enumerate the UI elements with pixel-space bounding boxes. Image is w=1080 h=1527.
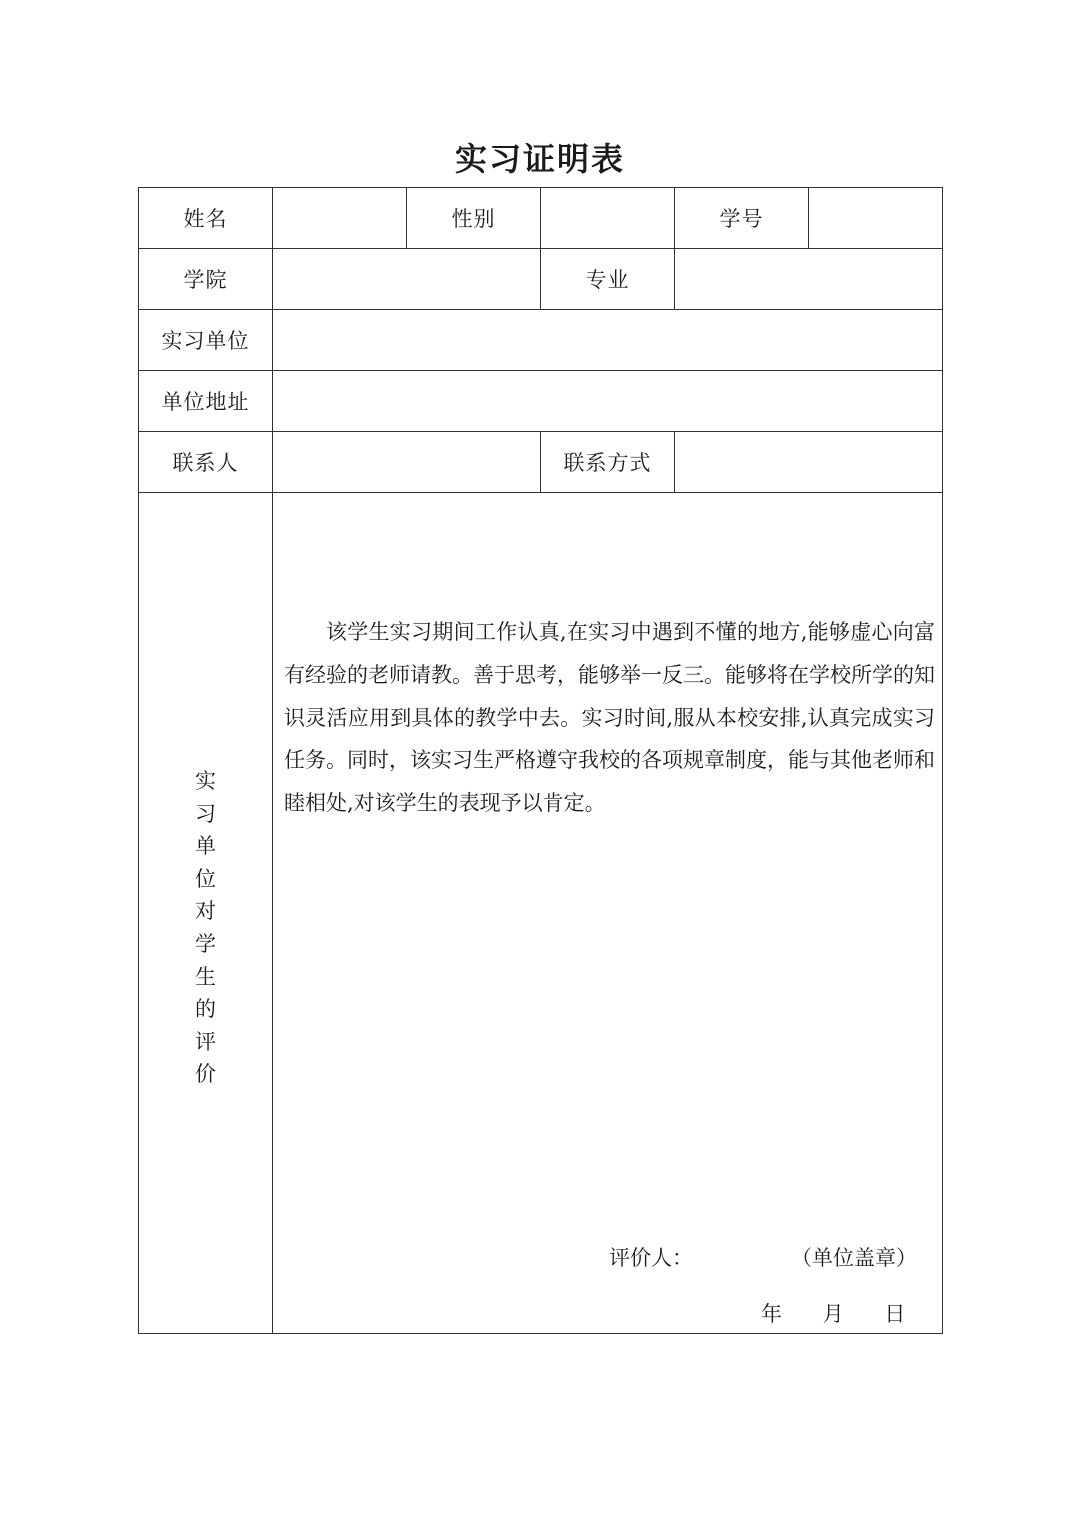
contact-person-label: 联系人 [139, 432, 273, 493]
document-title: 实习证明表 [454, 140, 625, 178]
row-unit-address [139, 371, 943, 432]
row-basic-info [139, 188, 943, 249]
contact-person-field[interactable] [273, 432, 541, 493]
internship-unit-field[interactable] [273, 310, 943, 371]
seal-label: （单位盖章） [791, 1246, 917, 1270]
internship-certificate-table [138, 187, 943, 1334]
evaluation-label-char: 习 [195, 801, 216, 826]
evaluation-label-char: 学 [195, 932, 216, 956]
name-field[interactable] [273, 188, 407, 249]
evaluation-label-char: 单 [195, 834, 216, 859]
evaluation-label-char: 位 [195, 866, 216, 891]
evaluation-label-char: 实 [195, 769, 216, 794]
evaluation-label-char: 生 [195, 964, 216, 989]
evaluation-vertical-label [195, 765, 216, 1091]
evaluation-label-cell [139, 493, 273, 1334]
unit-address-label: 单位地址 [139, 371, 273, 432]
evaluator-label: 评价人： [609, 1246, 693, 1270]
evaluation-label-char: 的 [195, 997, 216, 1022]
name-label: 姓名 [139, 188, 273, 249]
major-label: 专业 [541, 249, 675, 310]
gender-label: 性别 [407, 188, 541, 249]
date-year-label: 年 [761, 1302, 782, 1326]
student-id-label: 学号 [675, 188, 809, 249]
contact-method-label: 联系方式 [541, 432, 675, 493]
row-internship-unit [139, 310, 943, 371]
college-label: 学院 [139, 249, 273, 310]
contact-method-field[interactable] [675, 432, 943, 493]
evaluation-text[interactable]: 该学生实习期间工作认真,在实习中遇到不懂的地方,能够虚心向富有经验的老师请教。善于思考，能够举一反三。能够将在学校所学的知识灵活应用到具体的教学中去。实习时间,服从本校安排,认真完成实习任务。同时，该实习生严格遵守我校的各项规章制度，能与其他老师和睦相处,对该学生的表现予以肯定。 [284, 620, 935, 816]
unit-address-field[interactable] [273, 371, 943, 432]
college-field[interactable] [273, 249, 541, 310]
date-day-label: 日 [884, 1302, 906, 1326]
row-contact [139, 432, 943, 493]
student-id-field[interactable] [809, 188, 943, 249]
row-college-major [139, 249, 943, 310]
evaluation-label-char: 对 [195, 899, 216, 924]
major-field[interactable] [675, 249, 943, 310]
evaluation-label-char: 价 [195, 1062, 216, 1087]
evaluation-content-cell [273, 493, 943, 1334]
gender-field[interactable] [541, 188, 675, 249]
date-row [761, 1299, 905, 1329]
evaluation-label-char: 评 [195, 1029, 216, 1054]
date-month-label: 月 [822, 1302, 844, 1326]
internship-unit-label: 实习单位 [139, 310, 273, 371]
row-evaluation [139, 493, 943, 1334]
